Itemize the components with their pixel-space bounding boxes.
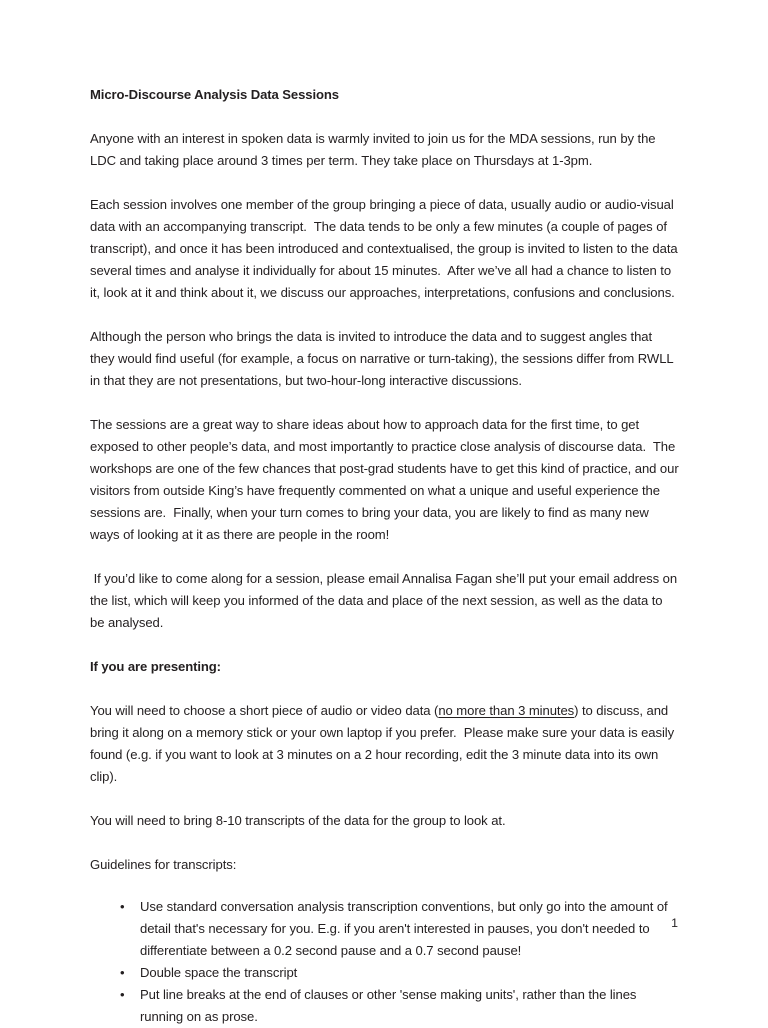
paragraph-benefits: The sessions are a great way to share ideas about how to approach data for the first time, to get exposed to other people’s data, and most importantly to practice close analysis of discourse data. The workshops are one of the few chances that post-grad students have to get this kind of practice, and our visitors from outside King’s have frequently commented on what a unique and useful experience the sessions are. Finally, when your turn comes to bring your data, you are likely to find as many new ways of looking at it as there are people in the room! — [90, 417, 683, 542]
paragraph-not-presentations: Although the person who brings the data is invited to introduce the data and to suggest angles that they would find useful (for example, a focus on narrative or turn-taking), the sessions differ from RWLL in that they are not presentations, but two-hour-long interactive discussions. — [90, 329, 677, 388]
page-title: Micro-Discourse Analysis Data Sessions — [90, 87, 339, 102]
paragraph-contact: If you’d like to come along for a session, please email Annalisa Fagan she’ll put your email address on the list, which will keep you informed of the data and place of the next session, as well as the data to be analysed. — [90, 571, 681, 630]
paragraph-intro: Anyone with an interest in spoken data is warmly invited to join us for the MDA sessions, run by the LDC and taking place around 3 times per term. They take place on Thursdays at 1-3pm. — [90, 131, 660, 168]
page-number: 1 — [671, 916, 678, 930]
list-item: • Use standard conversation analysis transcription conventions, but only go into the amount of detail that's necessary for you. E.g. if you aren't interested in pauses, you don't needed to differentiate between a 0.2 second pause and a 0.7 second pause! — [90, 896, 680, 962]
paragraph-session-format: Each session involves one member of the group bringing a piece of data, usually audio or audio-visual data with an accompanying transcript. The data tends to be only a few minutes (a couple of pages of transcript), and once it has been introduced and contextualised, the group is invited to listen to the data several times and analyse it individually for about 15 minutes. After we’ve all had a chance to listen to it, look at it and think about it, we discuss our approaches, interpretations, confusions and conclusions. — [90, 197, 682, 300]
list-item: • Put line breaks at the end of clauses or other 'sense making units', rather than the lines running on as prose. — [90, 984, 680, 1028]
guidelines-label: Guidelines for transcripts: — [90, 857, 237, 872]
document-body — [90, 84, 683, 1028]
section-heading-if-you-are-presenting: If you are presenting: — [90, 659, 221, 674]
list-item: • Double space the transcript — [90, 962, 680, 984]
choose-data-text-before: You will need to choose a short piece of audio or video data ( — [90, 703, 439, 718]
paragraph-transcripts-note: You will need to bring 8-10 transcripts of the data for the group to look at. — [90, 813, 506, 828]
paragraph-choose-data — [90, 700, 680, 788]
choose-data-text-after: ) to discuss, and bring it along on a memory stick or your own laptop if you prefer. Please make sure your data is easily found (e.g. if you want to look at 3 minutes on a 2 hour recording, edit the 3 minute data into its own clip). — [90, 703, 678, 784]
choose-data-underlined-limit: no more than 3 minutes — [438, 703, 575, 718]
